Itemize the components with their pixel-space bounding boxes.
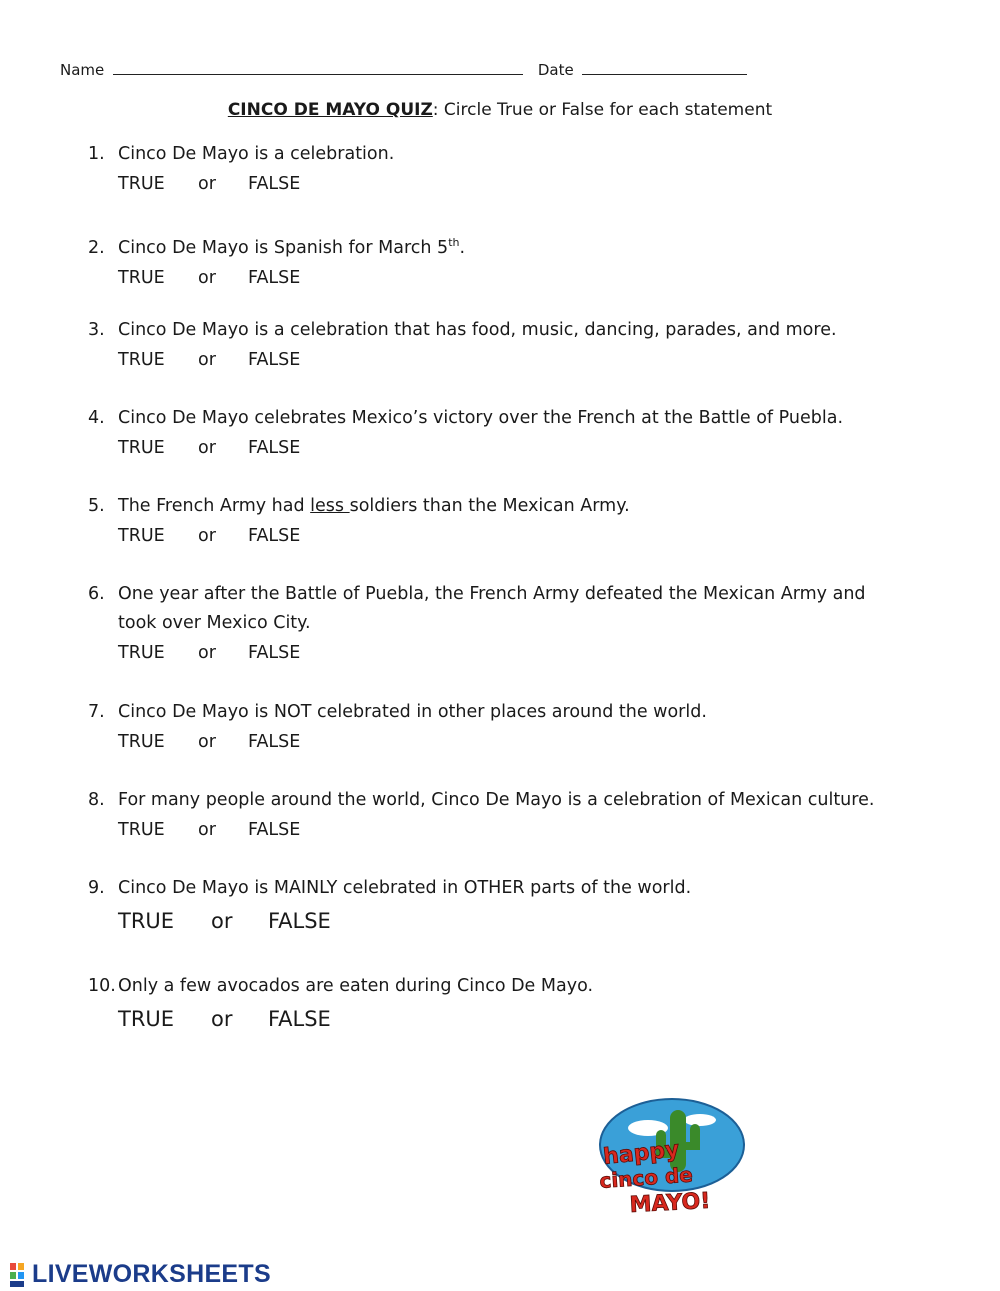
answer-choices (88, 345, 928, 375)
name-label: Name (60, 61, 105, 79)
question-number: 1. (88, 144, 105, 164)
answer-choices (88, 169, 928, 199)
quiz-title: CINCO DE MAYO QUIZ (227, 100, 433, 120)
logo-text-happy: happy (602, 1137, 681, 1170)
or-label: or (198, 267, 216, 288)
answer-choices (88, 815, 928, 845)
question-number: 9. (88, 878, 105, 898)
or-label: or (211, 1007, 233, 1031)
or-label: or (198, 350, 216, 370)
header-line (60, 60, 747, 79)
question-number: 8. (88, 790, 105, 810)
question-text: Cinco De Mayo celebrates Mexico’s victory over the French at the Battle of Puebla. (118, 408, 844, 428)
question-text: Cinco De Mayo is a celebration. (118, 144, 395, 164)
question-2 (88, 228, 928, 293)
underlined-word: less (310, 496, 350, 516)
logo-text-cinco: cinco de (598, 1162, 694, 1193)
answer-choices (88, 433, 928, 463)
false-option[interactable]: FALSE (248, 174, 301, 194)
question-3 (88, 316, 928, 375)
true-option[interactable]: TRUE (118, 909, 175, 933)
question-8 (88, 786, 928, 845)
question-5 (88, 492, 928, 551)
name-field[interactable] (113, 60, 523, 75)
true-option[interactable]: TRUE (118, 820, 165, 840)
question-text-part: Cinco De Mayo is Spanish for March 5 (118, 237, 449, 258)
answer-choices (88, 638, 928, 668)
question-4 (88, 404, 928, 463)
cloud (684, 1114, 716, 1126)
or-label: or (198, 820, 216, 840)
quiz-heading (0, 100, 1000, 120)
or-label: or (198, 643, 216, 663)
false-option[interactable]: FALSE (248, 526, 301, 546)
true-option[interactable]: TRUE (118, 267, 165, 288)
question-text: Cinco De Mayo is NOT celebrated in other places around the world. (118, 702, 707, 722)
question-text: Cinco De Mayo is a celebration that has food, music, dancing, parades, and more. (118, 320, 837, 340)
answer-choices (88, 263, 928, 293)
question-text: One year after the Battle of Puebla, the French Army defeated the Mexican Army and (118, 584, 866, 604)
false-option[interactable]: FALSE (248, 732, 301, 752)
footer-brand-text: LIVEWORKSHEETS (32, 1260, 271, 1288)
footer-brand (10, 1260, 271, 1289)
true-option[interactable]: TRUE (118, 1007, 175, 1031)
true-option[interactable]: TRUE (118, 732, 165, 752)
false-option[interactable]: FALSE (268, 1007, 331, 1031)
date-label: Date (537, 61, 574, 79)
or-label: or (198, 732, 216, 752)
true-option[interactable]: TRUE (118, 643, 165, 663)
liveworksheets-logo-icon (10, 1263, 32, 1287)
true-option[interactable]: TRUE (118, 438, 165, 458)
or-label: or (198, 174, 216, 194)
question-text (118, 496, 630, 516)
or-label: or (198, 526, 216, 546)
question-1 (88, 140, 928, 199)
question-number: 6. (88, 584, 105, 604)
question-number: 5. (88, 496, 105, 516)
answer-choices (88, 1001, 928, 1037)
question-7 (88, 698, 928, 757)
or-label: or (211, 909, 233, 933)
date-field[interactable] (582, 60, 747, 75)
answer-choices (88, 521, 928, 551)
question-text-part: . (459, 237, 466, 258)
true-option[interactable]: TRUE (118, 526, 165, 546)
question-text (118, 238, 465, 258)
question-text: Only a few avocados are eaten during Cinco De Mayo. (118, 976, 594, 996)
question-6 (88, 580, 928, 668)
false-option[interactable]: FALSE (248, 438, 301, 458)
or-label: or (198, 438, 216, 458)
answer-choices (88, 727, 928, 757)
question-number: 2. (88, 237, 105, 258)
cinco-de-mayo-clipart (590, 1090, 750, 1220)
question-text: Cinco De Mayo is MAINLY celebrated in OTHER parts of the world. (118, 878, 692, 898)
false-option[interactable]: FALSE (248, 820, 301, 840)
question-text: For many people around the world, Cinco De Mayo is a celebration of Mexican culture. (118, 790, 875, 810)
false-option[interactable]: FALSE (248, 643, 301, 663)
logo-text-mayo: MAYO! (629, 1188, 711, 1218)
question-number: 10. (88, 976, 116, 996)
question-number: 4. (88, 408, 105, 428)
question-number: 3. (88, 320, 105, 340)
answer-choices (88, 903, 928, 939)
question-text-part: The French Army had (118, 496, 311, 516)
superscript: th (448, 236, 460, 249)
true-option[interactable]: TRUE (118, 174, 165, 194)
question-text-part: soldiers than the Mexican Army. (349, 496, 630, 516)
question-9 (88, 874, 928, 939)
question-text-continued: took over Mexico City. (118, 613, 311, 633)
true-option[interactable]: TRUE (118, 350, 165, 370)
false-option[interactable]: FALSE (268, 909, 331, 933)
false-option[interactable]: FALSE (248, 350, 301, 370)
question-10 (88, 972, 928, 1037)
question-number: 7. (88, 702, 105, 722)
false-option[interactable]: FALSE (248, 267, 301, 288)
quiz-instruction: : Circle True or False for each statement (432, 100, 773, 120)
